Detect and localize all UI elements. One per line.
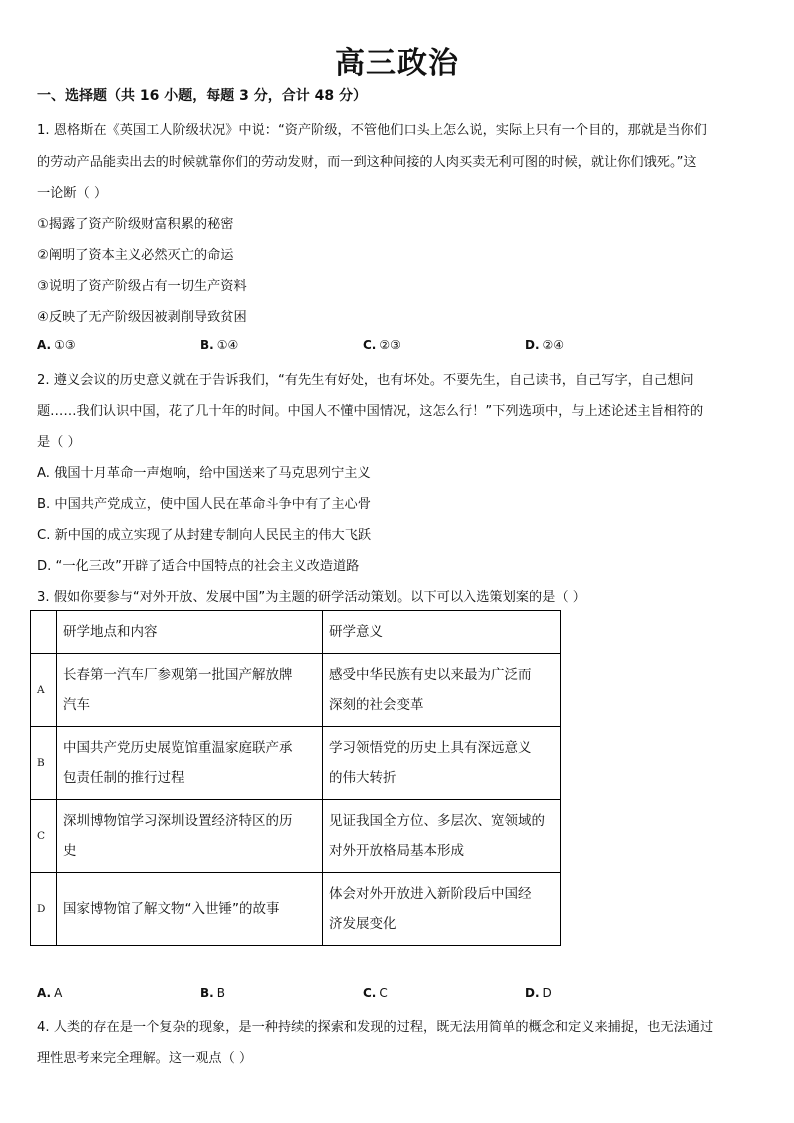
table-row <box>31 654 561 727</box>
q2-stem-line-3: 是（ ） <box>37 435 81 450</box>
q3-option-a-text: A <box>54 986 63 1000</box>
q3-row-a-place-line-2: 汽车 <box>63 697 90 713</box>
q3-row-c-meaning-line-2: 对外开放格局基本形成 <box>329 843 464 859</box>
q3-row-a-meaning-line-2: 深刻的社会变革 <box>329 697 424 713</box>
q3-row-c-place-line-2: 史 <box>63 843 77 859</box>
table-row <box>31 727 561 800</box>
q3-row-c-place <box>57 800 323 873</box>
q3-row-b-place-line-1: 中国共产党历史展览馆重温家庭联产承 <box>63 740 293 756</box>
q3-row-a-place-line-1: 长春第一汽车厂参观第一批国产解放牌 <box>63 667 293 683</box>
q1-stem-line-1: 1. 恩格斯在《英国工人阶级状况》中说：“资产阶级，不管他们口头上怎么说，实际上只有一个目的，那就是当你们 <box>37 123 707 138</box>
q2-stem-line-2: 题……我们认识中国，花了几十年的时间。中国人不懂中国情况，这怎么行！”下列选项中，与上述论述主旨相符的 <box>37 404 704 419</box>
q3-option-b <box>200 986 225 1000</box>
q3-row-d-meaning-line-2: 济发展变化 <box>329 916 397 932</box>
table-row <box>31 800 561 873</box>
q2-stem-line-1: 2. 遵义会议的历史意义就在于告诉我们，“有先生有好处，也有坏处。不要先生，自己读书，自己写字，自己想问 <box>37 373 694 388</box>
q3-table <box>30 610 561 946</box>
q3-row-d-meaning <box>323 873 561 946</box>
q2-option-d: D. “一化三改”开辟了适合中国特点的社会主义改造道路 <box>37 559 360 574</box>
q1-stem-line-3: 一论断（ ） <box>37 186 108 201</box>
q1-option-a <box>37 338 76 352</box>
q3-row-b-place-line-2: 包责任制的推行过程 <box>63 770 185 786</box>
q3-option-d-text: D <box>542 986 552 1000</box>
q1-statement-1: ①揭露了资产阶级财富积累的秘密 <box>37 217 234 232</box>
q3-row-b-label: B <box>31 727 57 800</box>
q1-statement-3: ③说明了资产阶级占有一切生产资料 <box>37 279 247 294</box>
q3-row-b-place <box>57 727 323 800</box>
q1-statement-2: ②阐明了资本主义必然灭亡的命运 <box>37 248 234 263</box>
q1-option-d-text: ②④ <box>542 338 565 352</box>
q3-row-a-place <box>57 654 323 727</box>
q3-option-c-letter: C. <box>363 986 377 1000</box>
q1-statement-4: ④反映了无产阶级因被剥削导致贫困 <box>37 310 247 325</box>
q3-header-label <box>31 611 57 654</box>
q2-option-c: C. 新中国的成立实现了从封建专制向人民民主的伟大飞跃 <box>37 528 372 543</box>
q3-table-header-row <box>31 611 561 654</box>
q3-row-c-place-line-1: 深圳博物馆学习深圳设置经济特区的历 <box>63 813 293 829</box>
q3-row-c-meaning <box>323 800 561 873</box>
page-title: 高三政治 <box>335 46 459 81</box>
q3-row-c-meaning-line-1: 见证我国全方位、多层次、宽领域的 <box>329 813 545 829</box>
q3-row-c-label: C <box>31 800 57 873</box>
q3-row-d-label: D <box>31 873 57 946</box>
q2-option-b: B. 中国共产党成立，使中国人民在革命斗争中有了主心骨 <box>37 497 371 512</box>
q4-stem-line-2: 理性思考来完全理解。这一观点（ ） <box>37 1051 253 1066</box>
q1-option-c-text: ②③ <box>379 338 401 352</box>
q3-option-b-text: B <box>216 986 225 1000</box>
section-heading: 一、选择题（共 16 小题，每题 3 分，合计 48 分） <box>37 88 367 104</box>
q3-option-b-letter: B. <box>200 986 214 1000</box>
q3-row-d-place <box>57 873 323 946</box>
q3-row-b-meaning <box>323 727 561 800</box>
q1-option-a-text: ①③ <box>54 338 76 352</box>
q3-header-meaning: 研学意义 <box>323 611 561 654</box>
q1-option-b-letter: B. <box>200 338 214 352</box>
q1-option-c <box>363 338 401 352</box>
q3-option-d-letter: D. <box>525 986 540 1000</box>
q3-row-a-label: A <box>31 654 57 727</box>
q4-stem-line-1: 4. 人类的存在是一个复杂的现象，是一种持续的探索和发现的过程，既无法用简单的概念和定义来捕捉，也无法通过 <box>37 1020 714 1035</box>
q2-option-a: A. 俄国十月革命一声炮响，给中国送来了马克思列宁主义 <box>37 466 371 481</box>
q1-option-c-letter: C. <box>363 338 377 352</box>
q1-option-d <box>525 338 564 352</box>
q3-row-b-meaning-line-2: 的伟大转折 <box>329 770 397 786</box>
q3-option-a <box>37 986 62 1000</box>
q1-option-b <box>200 338 238 352</box>
q1-option-b-text: ①④ <box>216 338 239 352</box>
q3-option-d <box>525 986 552 1000</box>
q3-row-d-place-line-1: 国家博物馆了解文物“入世锤”的故事 <box>63 901 280 917</box>
q3-row-b-meaning-line-1: 学习领悟党的历史上具有深远意义 <box>329 740 532 756</box>
q3-row-d-meaning-line-1: 体会对外开放进入新阶段后中国经 <box>329 886 532 902</box>
q3-option-c <box>363 986 388 1000</box>
table-row <box>31 873 561 946</box>
q1-option-d-letter: D. <box>525 338 540 352</box>
q3-row-a-meaning <box>323 654 561 727</box>
q3-option-a-letter: A. <box>37 986 52 1000</box>
q3-header-place: 研学地点和内容 <box>57 611 323 654</box>
q3-row-a-meaning-line-1: 感受中华民族有史以来最为广泛而 <box>329 667 532 683</box>
q3-option-c-text: C <box>379 986 388 1000</box>
q3-stem: 3. 假如你要参与“对外开放、发展中国”为主题的研学活动策划。以下可以入选策划案的是（ ） <box>37 590 586 605</box>
q1-option-a-letter: A. <box>37 338 52 352</box>
q1-stem-line-2: 的劳动产品能卖出去的时候就靠你们的劳动发财，而一到这种间接的人肉买卖无利可图的时候，就让你们饿死。”这 <box>37 155 697 170</box>
